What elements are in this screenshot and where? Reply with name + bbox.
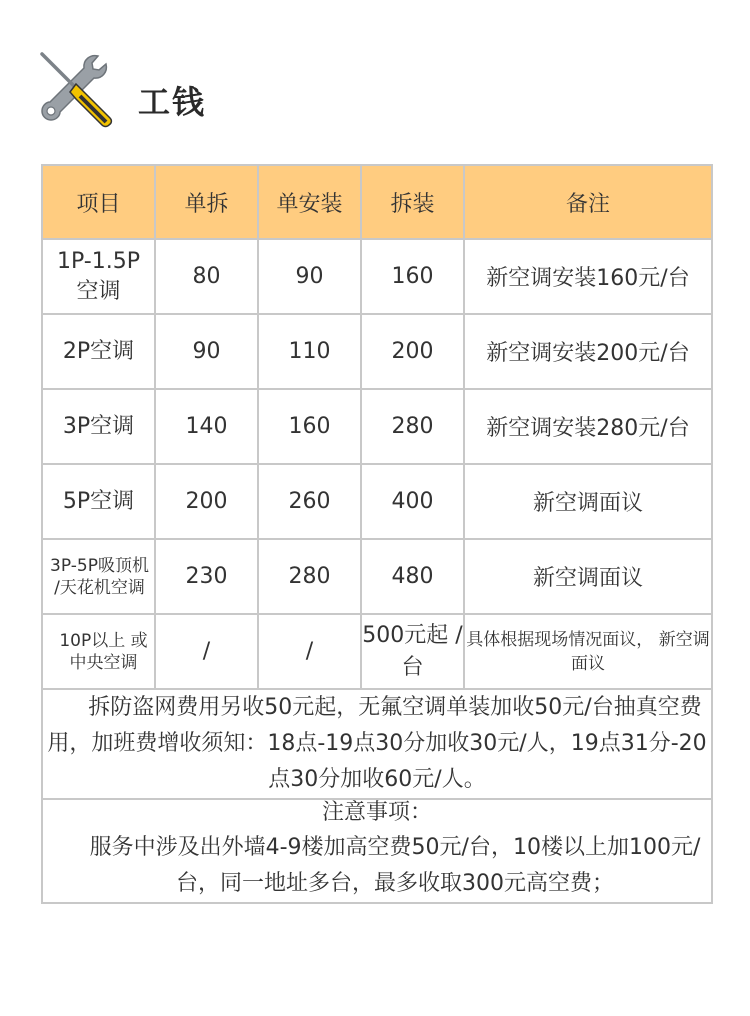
- row-dismantle-price: 200: [155, 464, 258, 539]
- row-install-price: /: [258, 614, 361, 689]
- row-both-price: 480: [361, 539, 464, 614]
- row-dismantle-price: 230: [155, 539, 258, 614]
- row-dismantle-price: 140: [155, 389, 258, 464]
- table-row: [42, 389, 712, 464]
- row-dismantle-price: 80: [155, 239, 258, 314]
- row-both-price: 200: [361, 314, 464, 389]
- row-install-price: 160: [258, 389, 361, 464]
- table-header-row: [42, 165, 712, 239]
- row-both-price: 160: [361, 239, 464, 314]
- price-table: [41, 164, 713, 904]
- column-header-remark: 备注: [464, 165, 712, 239]
- notice-row: [42, 689, 712, 799]
- row-name: 3P空调: [42, 389, 155, 464]
- attention-row: [42, 799, 712, 903]
- row-note: 具体根据现场情况面议， 新空调面议: [464, 614, 712, 689]
- notice-text: 拆防盗网费用另收50元起，无氟空调单装加收50元/台抽真空费用，加班费增收须知：18点-19点30分加收30元/人，19点31分-20点30分加收60元/人。: [47, 695, 707, 792]
- table-row: [42, 539, 712, 614]
- row-note: 新空调安装280元/台: [464, 389, 712, 464]
- notice-cell: [42, 689, 712, 799]
- row-install-price: 110: [258, 314, 361, 389]
- row-dismantle-price: /: [155, 614, 258, 689]
- row-name: 5P空调: [42, 464, 155, 539]
- row-name: 10P以上 或中央空调: [42, 614, 155, 689]
- row-both-price: 280: [361, 389, 464, 464]
- column-header-install: 单安装: [258, 165, 361, 239]
- column-header-dismantle-install: 拆装: [361, 165, 464, 239]
- row-both-price: 500元起 /台: [361, 614, 464, 689]
- row-note: 新空调面议: [464, 464, 712, 539]
- table-row: [42, 314, 712, 389]
- table-row: [42, 239, 712, 314]
- row-name: 2P空调: [42, 314, 155, 389]
- table-row: [42, 614, 712, 689]
- row-dismantle-price: 90: [155, 314, 258, 389]
- table-row: [42, 464, 712, 539]
- screwdriver-wrench-icon: [36, 48, 116, 128]
- row-name: 1P-1.5P 空调: [42, 239, 155, 314]
- row-install-price: 90: [258, 239, 361, 314]
- page-title: 工钱: [138, 83, 207, 121]
- attention-text: 服务中涉及出外墙4-9楼加高空费50元/台，10楼以上加100元/台，同一地址多台，最多收取300元高空费；: [89, 835, 701, 896]
- column-header-item: 项目: [42, 165, 155, 239]
- row-install-price: 280: [258, 539, 361, 614]
- row-note: 新空调面议: [464, 539, 712, 614]
- attention-title: 注意事项：: [321, 800, 432, 825]
- page-header: [36, 48, 436, 128]
- row-name: 3P-5P吸顶机 /天花机空调: [42, 539, 155, 614]
- column-header-dismantle: 单拆: [155, 165, 258, 239]
- row-note: 新空调安装160元/台: [464, 239, 712, 314]
- attention-cell: [42, 799, 712, 903]
- row-note: 新空调安装200元/台: [464, 314, 712, 389]
- row-both-price: 400: [361, 464, 464, 539]
- row-install-price: 260: [258, 464, 361, 539]
